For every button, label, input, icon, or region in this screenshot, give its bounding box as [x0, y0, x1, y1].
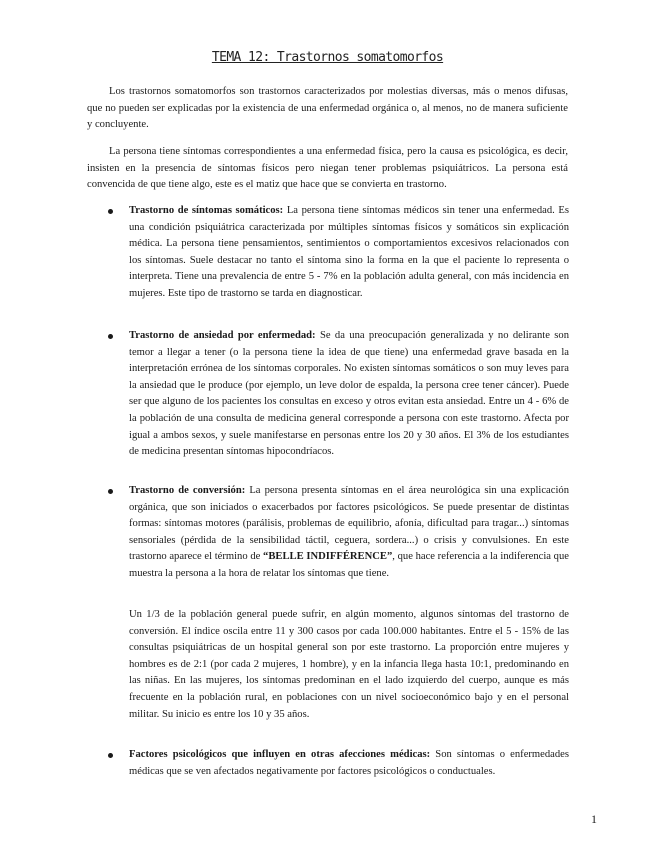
item-text-end: , que hace referencia a la indiferencia que muestra la persona a la hora de relatar los síntomas que tiene. — [129, 551, 569, 579]
conversion-epidemiology-paragraph: Un 1/3 de la población general puede sufrir, en algún momento, algunos síntomas del trastorno de conversión. El índice oscila entre 11 y 300 casos por cada 100.000 habitantes. Entre el 5 - 15% de las consultas psiquiátricas de un hospital general son por este trastorno. La proporción entre mujeres y hombres es de 2:1 (por cada 2 mujeres, 1 hombre), y en la infancia llega hasta 10:1, predominando en las niñas. En las mujeres, los síntomas predominan en el lado izquierdo del cuerpo, aunque es más frecuente en la población rural, en poblaciones con un nivel socioeconómico bajo y en el personal militar. Su inicio es entre los 10 y 35 años. — [129, 609, 569, 720]
intro-paragraph-2: La persona tiene síntomas correspondientes a una enfermedad física, pero la causa es psicológica, es decir, insisten en la presencia de síntomas físicos pero niegan tener problemas psiquiátricos. La persona está convencida de que tiene algo, este es el matiz que hace que se convierta en trastorno. — [87, 146, 568, 191]
item-text: Son síntomas o enfermedades médicas que se ven afectados negativamente por factores psicológicos o conductuales. — [129, 749, 569, 777]
page-title: TEMA 12: Trastornos somatomorfos — [211, 50, 444, 65]
term-label: Trastorno de síntomas somáticos: — [129, 205, 284, 216]
list-item-psychological-factors — [129, 747, 569, 780]
item-text: La persona presenta síntomas en el área neurológica sin una explicación orgánica, que son iniciados o exacerbados por factores psicológicos. Se puede presentar de distintas formas: síntomas motores (parálisis, problemas de equilibrio, afonía, dificultad para tragar...) síntomas sensoriales (pérdida de la sensibilidad táctil, ceguera, sordera...) o crisis y convulsiones. En este trastorno aparece el término de — [129, 485, 569, 563]
page-number: 1 — [591, 812, 597, 826]
bullet-icon — [108, 489, 113, 494]
list-item-somatic-symptoms — [129, 203, 569, 303]
intro-paragraph-1: Los trastornos somatomorfos son trastornos caracterizados por molestias diversas, más o menos difusas, que no pueden ser explicadas por la existencia de una enfermedad orgánica o, al menos, no de manera suficiente y concluyente. — [87, 86, 568, 131]
item-text: Se da una preocupación generalizada y no delirante son temor a llegar a tener (o la persona tiene la idea de que tiene) una enfermedad grave basada en la interpretación errónea de los síntomas corporales. No existen síntomas somáticos o son muy leves para la ansiedad que le produce (por ejemplo, un leve dolor de espalda, la persona cree tener cáncer). Puede ser que alguno de los pacientes los consultas en exceso y otros evitan esta ansiedad. Entre un 4 - 6% de la población de una consulta de medicina general corresponde a persona con este trastorno. Afecta por igual a ambos sexos, y suele manifestarse en personas entre los 20 y 30 años. El 3% de los estudiantes de medicina presentan síntomas hipocondríacos. — [129, 330, 570, 458]
belle-indifference-term: “BELLE INDIFFÉRENCE” — [263, 551, 393, 563]
list-item-illness-anxiety — [129, 328, 569, 461]
term-label: Factores psicológicos que influyen en otras afecciones médicas: — [129, 749, 431, 760]
bullet-icon — [108, 753, 113, 758]
list-item-conversion — [129, 483, 569, 583]
item-text: La persona tiene síntomas médicos sin tener una enfermedad. Es una condición psiquiátrica caracterizada por múltiples síntomas físicos y somáticos sin explicación médica. La persona tiene pensamientos, sentimientos o comportamientos excesivos relacionados con los síntomas. Suele destacar no tanto el síntoma sino la forma en la que el paciente lo representa o interpreta. Tiene una prevalencia de entre 5 - 7% en la población adulta general, con más incidencia en mujeres. Este tipo de trastorno se tarda en diagnosticar. — [129, 205, 570, 299]
term-label: Trastorno de ansiedad por enfermedad: — [129, 330, 316, 341]
term-label: Trastorno de conversión: — [129, 485, 246, 496]
bullet-icon — [108, 334, 113, 339]
bullet-icon — [108, 209, 113, 214]
